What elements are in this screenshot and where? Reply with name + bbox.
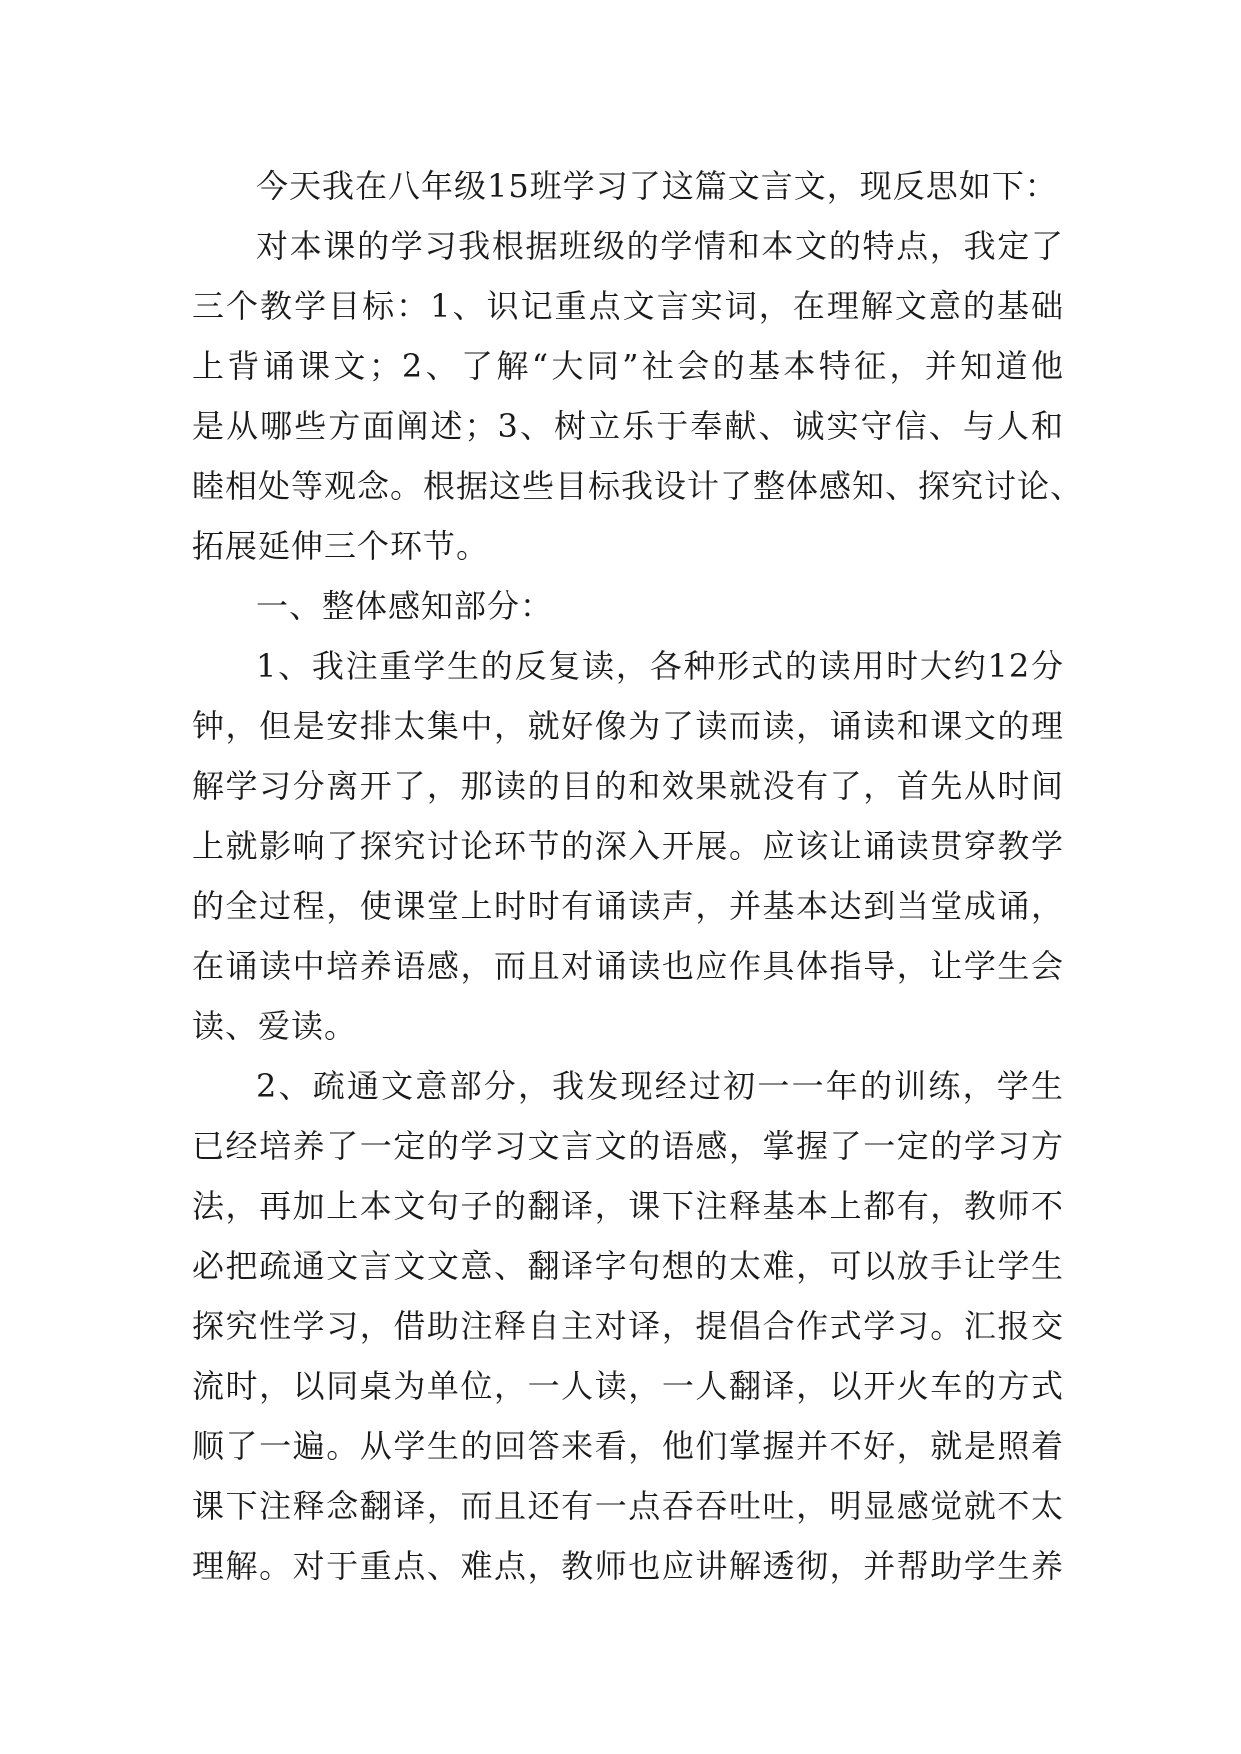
- paragraph-line: 睦相处等观念。根据这些目标我设计了整体感知、探究讨论、: [192, 467, 1084, 505]
- section-heading: 一、整体感知部分：: [256, 587, 554, 625]
- paragraph-line: 顺了一遍。从学生的回答来看，他们掌握并不好，就是照着: [192, 1427, 1064, 1465]
- paragraph-line: 对本课的学习我根据班级的学情和本文的特点，我定了: [256, 227, 1064, 265]
- paragraph-line: 是从哪些方面阐述；3、树立乐于奉献、诚实守信、与人和: [192, 407, 1064, 445]
- paragraph-line: 法，再加上本文句子的翻译，课下注释基本上都有，教师不: [192, 1187, 1064, 1225]
- paragraph-line: 理解。对于重点、难点，教师也应讲解透彻，并帮助学生养: [192, 1547, 1064, 1585]
- paragraph-line: 上背诵课文；2、了解“大同”社会的基本特征，并知道他: [192, 347, 1064, 385]
- paragraph-line: 流时，以同桌为单位，一人读，一人翻译，以开火车的方式: [192, 1367, 1064, 1405]
- paragraph-line: 在诵读中培养语感，而且对诵读也应作具体指导，让学生会: [192, 947, 1064, 985]
- paragraph-line: 解学习分离开了，那读的目的和效果就没有了，首先从时间: [192, 767, 1064, 805]
- paragraph-line: 探究性学习，借助注释自主对译，提倡合作式学习。汇报交: [192, 1307, 1064, 1345]
- paragraph-line: 拓展延伸三个环节。: [192, 527, 490, 565]
- paragraph-line: 三个教学目标：1、识记重点文言实词，在理解文意的基础: [192, 287, 1064, 325]
- paragraph-line: 必把疏通文言文文意、翻译字句想的太难，可以放手让学生: [192, 1247, 1064, 1285]
- paragraph-line: 钟，但是安排太集中，就好像为了读而读，诵读和课文的理: [192, 707, 1064, 745]
- paragraph-line: 2、疏通文意部分，我发现经过初一一年的训练，学生: [256, 1067, 1064, 1105]
- paragraph-line: 已经培养了一定的学习文言文的语感，掌握了一定的学习方: [192, 1127, 1064, 1165]
- paragraph-line: 课下注释念翻译，而且还有一点吞吞吐吐，明显感觉就不太: [192, 1487, 1064, 1525]
- document-body: [192, 156, 1084, 1596]
- paragraph-line: 的全过程，使课堂上时时有诵读声，并基本达到当堂成诵，: [192, 887, 1064, 925]
- paragraph-line: 读、爱读。: [192, 1007, 358, 1045]
- paragraph-line: 1、我注重学生的反复读，各种形式的读用时大约12分: [256, 647, 1064, 685]
- paragraph-line: 今天我在八年级15班学习了这篇文言文，现反思如下：: [256, 167, 1058, 205]
- paragraph-line: 上就影响了探究讨论环节的深入开展。应该让诵读贯穿教学: [192, 827, 1064, 865]
